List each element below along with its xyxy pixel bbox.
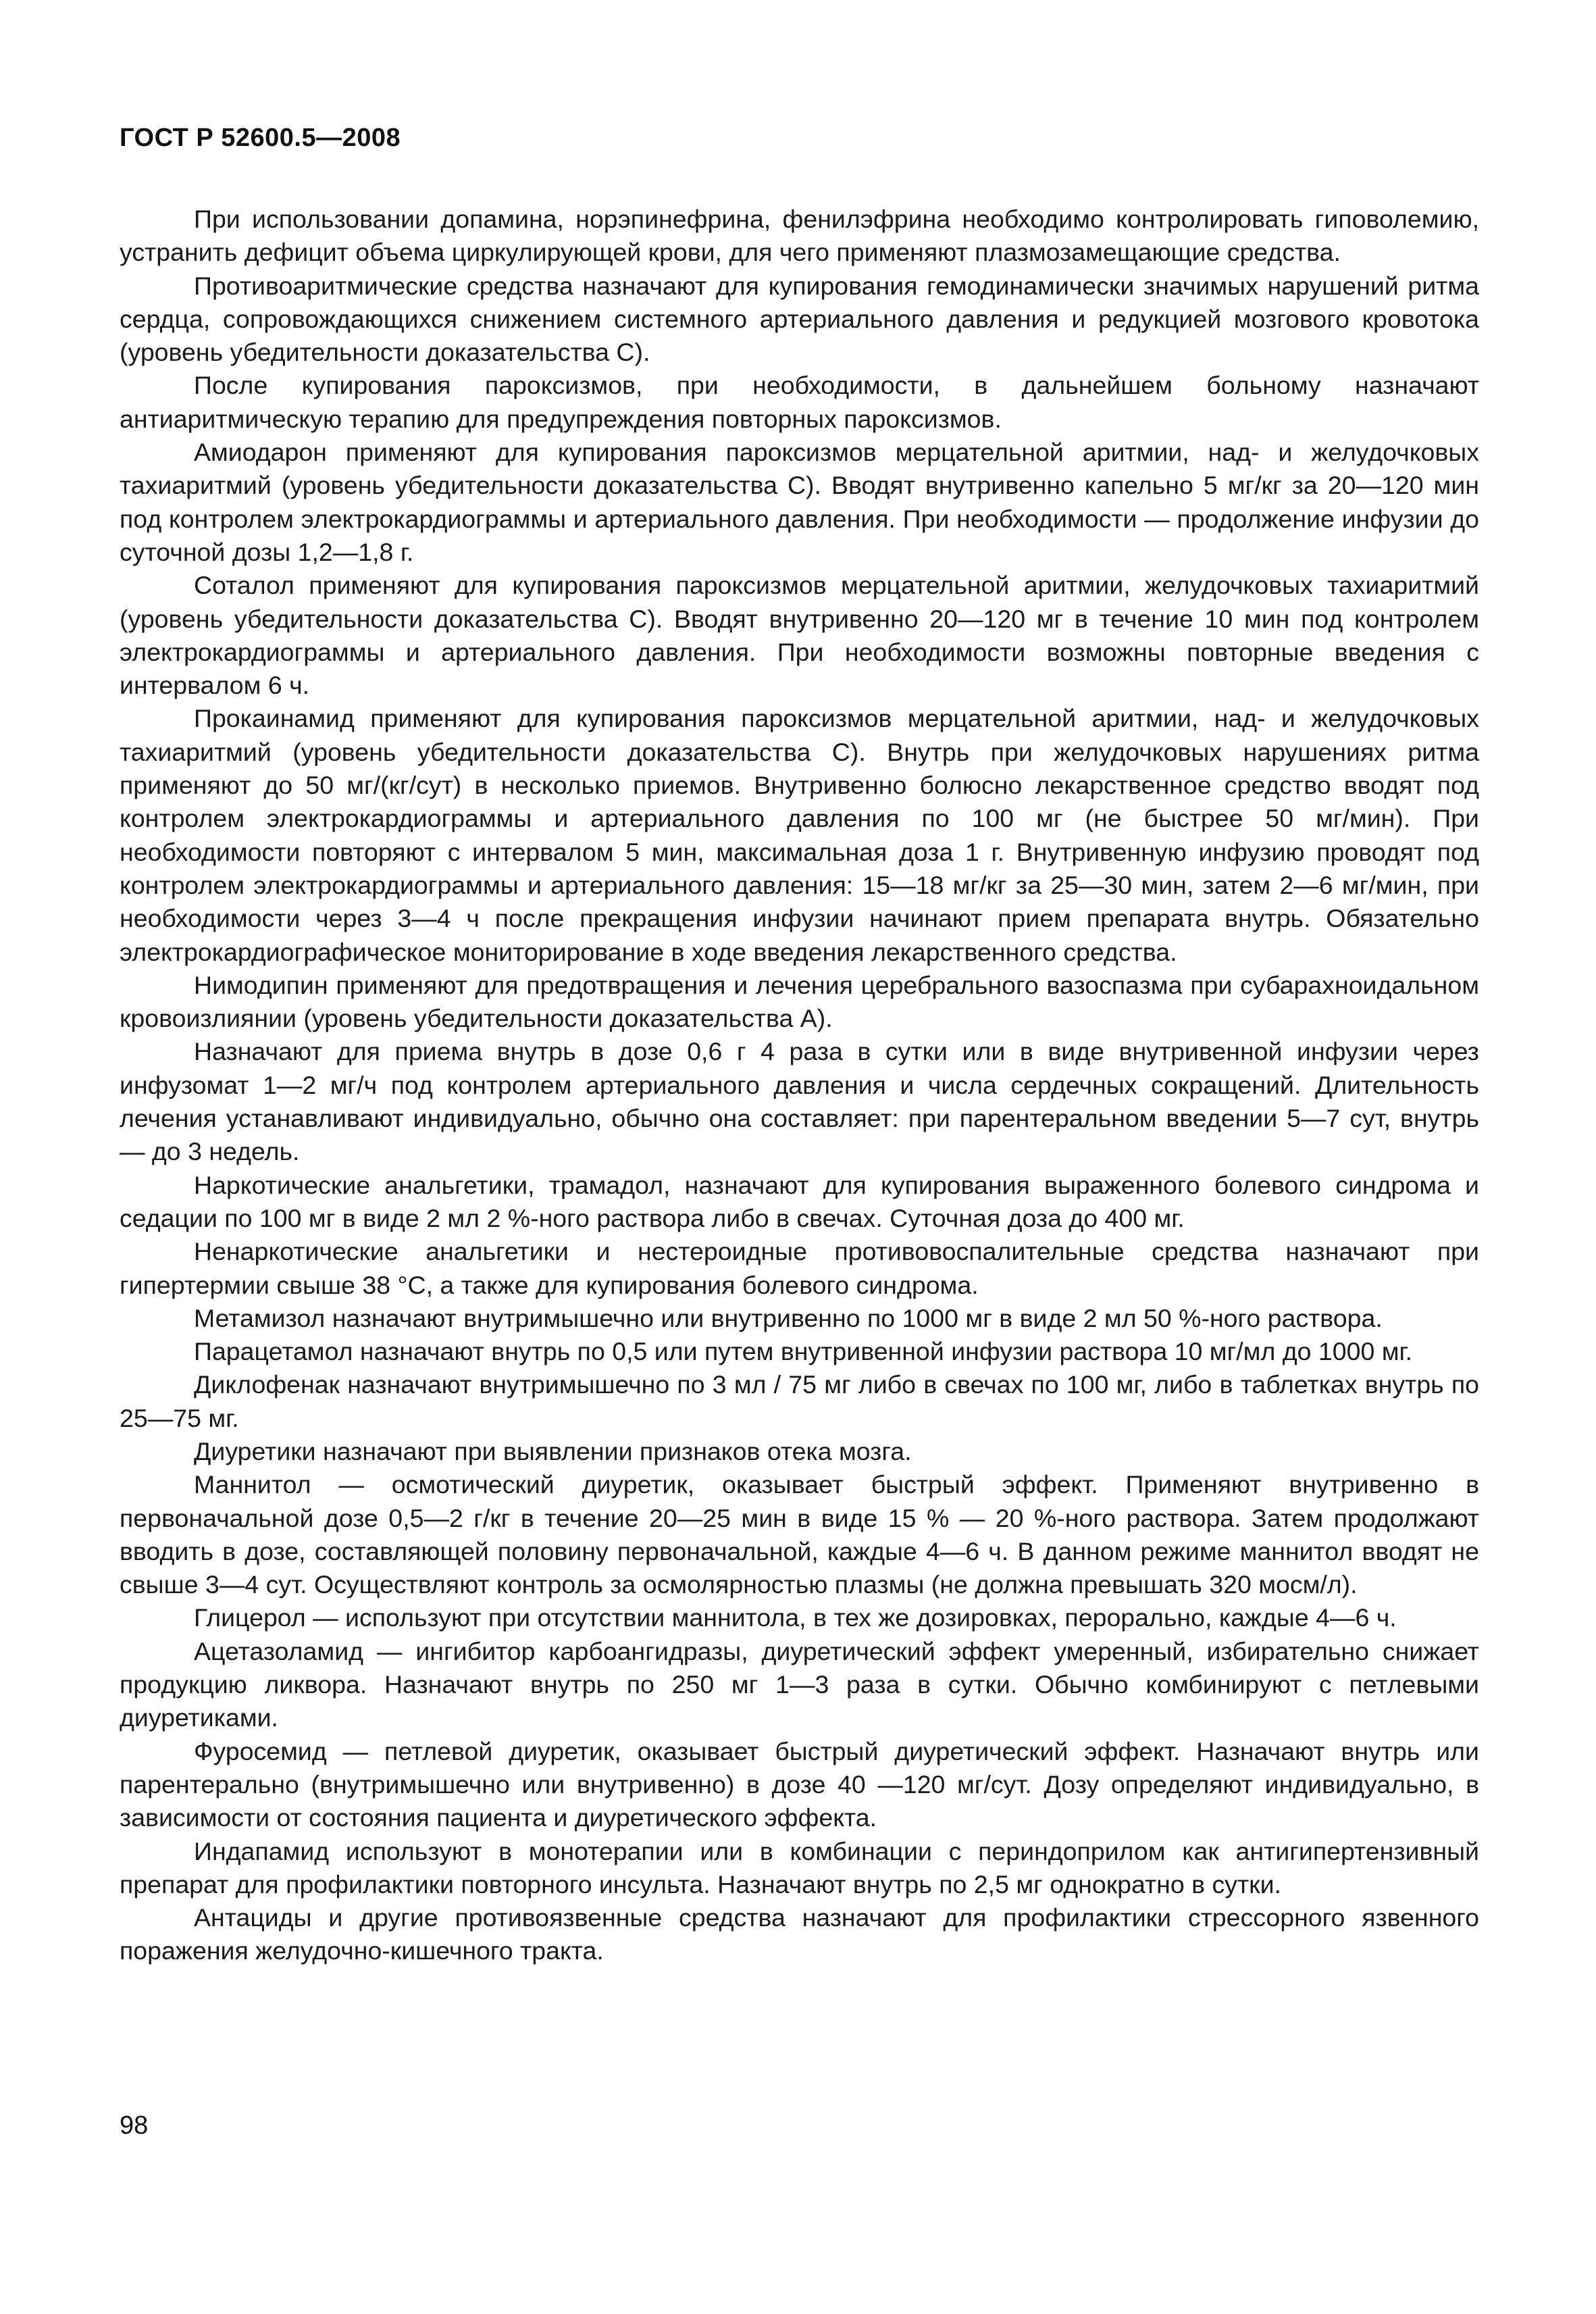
paragraph-antiarrhythmic-agents: Противоаритмические средства назначают для купирования гемодинамически значимых нарушений ритма сердца, сопровождающихся снижением системного артериального давления и редукцией мозгового кровотока (уровень убедительности доказательства С). [120,271,1479,367]
paragraph-after-paroxysm: После купирования пароксизмов, при необходимости, в дальнейшем больному назначают антиаритмическую терапию для предупреждения повторных пароксизмов. [120,371,1479,433]
paragraph-paracetamol: Парацетамол назначают внутрь по 0,5 или путем внутривенной инфузии раствора 10 мг/мл до 1000 мг. [194,1337,1413,1366]
paragraph-nimodipine-dosage: Назначают для приема внутрь в дозе 0,6 г 4 раза в сутки или в виде внутривенной инфузии через инфузомат 1—2 мг/ч под контролем артериального давления и числа сердечных сокращений. Длительность лечения устанавливают индивидуально, обычно она составляет: при парентеральном введении 5—7 сут, внутрь — до 3 недель. [120,1037,1479,1166]
paragraph-narcotic-analgesics: Наркотические анальгетики, трамадол, назначают для купирования выраженного болевого синдрома и седации по 100 мг в виде 2 мл 2 %-ного раствора либо в свечах. Суточная доза до 400 мг. [120,1170,1479,1232]
paragraph-furosemide: Фуросемид — петлевой диуретик, оказывает быстрый диуретический эффект. Назначают внутрь или парентерально (внутримышечно или внутривенно) в дозе 40 —120 мг/сут. Дозу определяют индивидуально, в зависимости от состояния пациента и диуретического эффекта. [120,1736,1479,1832]
paragraph-antacids: Антациды и другие противоязвенные средства назначают для профилактики стрессорного язвенного поражения желудочно-кишечного тракта. [120,1903,1479,1965]
paragraph-glycerol: Глицерол — используют при отсутствии маннитола, в тех же дозировках, перорально, каждые 4—6 ч. [194,1603,1397,1632]
paragraph-procainamide: Прокаинамид применяют для купирования пароксизмов мерцательной аритмии, над- и желудочковых тахиаритмий (уровень убедительности доказательства С). Внутрь при желудочковых нарушениях ритма применяют до 50 мг/(кг/сут) в несколько приемов. Внутривенно болюсно лекарственное средство вводят под контролем электрокардиограммы и артериального давления по 100 мг (не быстрее 50 мг/мин). При необходимости повторяют с интервалом 5 мин, максимальная доза 1 г. Внутривенную инфузию проводят под контролем электрокардиограммы и артериального давления: 15—18 мг/кг за 25—30 мин, затем 2—6 мг/мин, при необходимости через 3—4 ч после прекращения инфузии начинают прием препарата внутрь. Обязательно электрокардиографическое мониторирование в ходе введения лекарственного средства. [120,704,1479,966]
paragraph-mannitol: Маннитол — осмотический диуретик, оказывает быстрый эффект. Применяют внутривенно в первоначальной дозе 0,5—2 г/кг в течение 20—25 мин в виде 15 % — 20 %-ного раствора. Затем продолжают вводить в дозе, составляющей половину первоначальной, каждые 4—6 ч. В данном режиме маннитол вводят не свыше 3—4 сут. Осуществляют контроль за осмолярностью плазмы (не должна превышать 320 мосм/л). [120,1470,1479,1599]
paragraph-amiodarone: Амиодарон применяют для купирования пароксизмов мерцательной аритмии, над- и желудочковых тахиаритмий (уровень убедительности доказательства С). Вводят внутривенно капельно 5 мг/кг за 20—120 мин под контролем электрокардиограммы и артериального давления. При необходимости — продолжение инфузии до суточной дозы 1,2—1,8 г. [120,438,1479,566]
paragraph-nimodipine: Нимодипин применяют для предотвращения и лечения церебрального вазоспазма при субарахноидальном кровоизлиянии (уровень убедительности доказательства А). [120,970,1479,1033]
paragraph-diuretics: Диуретики назначают при выявлении признаков отека мозга. [194,1436,912,1465]
paragraph-dopamine-control: При использовании допамина, норэпинефрина, фенилэфрина необходимо контролировать гиповолемию, устранить дефицит объема циркулирующей крови, для чего применяют плазмозамещающие средства. [120,205,1479,267]
paragraph-sotalol: Соталол применяют для купирования пароксизмов мерцательной аритмии, желудочковых тахиаритмий (уровень убедительности доказательства С). Вводят внутривенно 20—120 мг в течение 10 мин под контролем электрокардиограммы и артериального давления. При необходимости возможны повторные введения с интервалом 6 ч. [120,571,1479,700]
document-header: ГОСТ Р 52600.5—2008 [120,124,401,152]
paragraph-non-narcotic-analgesics: Ненаркотические анальгетики и нестероидные противовоспалительные средства назначают при гипертермии свыше 38 °С, а также для купирования болевого синдрома. [120,1237,1479,1299]
paragraph-indapamide: Индапамид используют в монотерапии или в комбинации с периндоприлом как антигипертензивный препарат для профилактики повторного инсульта. Назначают внутрь по 2,5 мг однократно в сутки. [120,1836,1479,1898]
paragraph-metamizole: Метамизол назначают внутримышечно или внутривенно по 1000 мг в виде 2 мл 50 %-ного раствора. [194,1303,1383,1332]
paragraph-diclofenac: Диклофенак назначают внутримышечно по 3 мл / 75 мг либо в свечах по 100 мг, либо в таблетках внутрь по 25—75 мг. [120,1370,1479,1432]
paragraph-acetazolamide: Ацетазоламид — ингибитор карбоангидразы, диуретический эффект умеренный, избирательно снижает продукцию ликвора. Назначают внутрь по 250 мг 1—3 раза в сутки. Обычно комбинируют с петлевыми диуретиками. [120,1636,1479,1732]
page-number: 98 [120,2111,149,2140]
document-body [120,203,1479,1968]
